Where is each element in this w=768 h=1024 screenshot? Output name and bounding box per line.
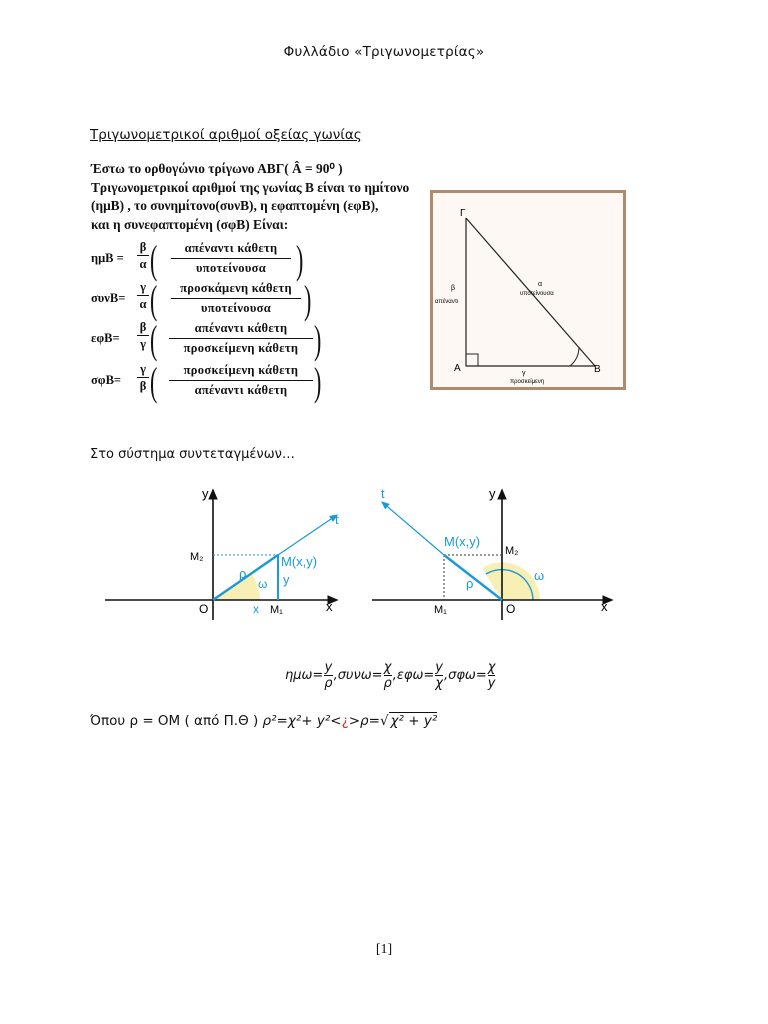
right-triangle-figure — [430, 190, 626, 390]
point-m-label: M(x,y) — [281, 554, 318, 569]
x-coord-label: x — [253, 602, 259, 616]
vertex-a-label: Α — [454, 363, 461, 374]
omega-label: ω — [258, 577, 268, 591]
ef-label: ,εφω= — [392, 668, 435, 683]
sqrt-expression: χ² + y² — [390, 713, 438, 729]
rho-label: ρ — [239, 566, 247, 581]
m1-label: M₁ — [270, 604, 283, 616]
ef-fraction: $\frac{y}{\chi}$ — [435, 660, 443, 691]
side-alpha-desc: υποτείνουσα — [520, 291, 554, 297]
ray-t — [382, 502, 444, 555]
ray-label: t — [381, 486, 385, 501]
side-beta-desc: απέναντι — [435, 299, 459, 305]
formula-word-fraction: προσκάμενη κάθετη υποτείνουσα — [171, 281, 301, 316]
formula-fraction: γ β — [136, 362, 150, 393]
formula-row-hm: ημΒ = β α ( απέναντι κάθετη υποτείνουσα ) — [91, 237, 304, 282]
formula-fraction: β γ — [136, 320, 150, 351]
formula-row-syn: συνΒ= γ α ( προσκάμενη κάθετη υποτείνουσα ) — [91, 277, 312, 322]
opou-text: Όπου ρ = ΟΜ ( από Π.Θ ) — [90, 713, 263, 729]
page-header: Φυλλάδιο «Τριγωνομετρίας» — [283, 44, 485, 60]
formula-label: σφΒ= — [91, 373, 122, 387]
pythagorean-line: Όπου ρ = ΟΜ ( από Π.Θ ) ρ²=χ²+ y²<¿>ρ=√ χ² + y² — [90, 713, 438, 729]
side-beta-label: β — [451, 285, 456, 292]
ray-t — [278, 515, 337, 555]
m2-label: M₂ — [190, 551, 204, 563]
formula-fraction: β α — [136, 240, 150, 271]
y-coord-label: y — [283, 572, 290, 587]
side-alpha-label: α — [538, 281, 543, 288]
coordinates-title: Στο σύστημα συντεταγμένων… — [90, 447, 295, 462]
origin-label: O — [199, 602, 209, 616]
formula-label: εφΒ= — [91, 331, 120, 345]
vertex-b-label: Β — [594, 364, 601, 375]
x-axis-label: x — [601, 599, 608, 614]
formula-word-fraction: απέναντι κάθετη προσκείμενη κάθετη — [169, 321, 313, 356]
angle-sector — [482, 562, 540, 600]
point-m-label: M(x,y) — [444, 534, 481, 549]
formula-label: συνΒ= — [91, 291, 126, 305]
m2-label: M₂ — [505, 545, 519, 557]
side-gamma-label: γ — [522, 370, 526, 377]
intro-line-1: Έστω το ορθογώνιο τρίγωνο ΑΒΓ( Â = 90⁰ ) — [91, 161, 343, 176]
rho-squared: ρ²=χ²+ y² — [262, 713, 331, 729]
intro-line-4: και η συνεφαπτομένη (σφΒ) Είναι: — [91, 216, 289, 232]
trig-definitions — [285, 660, 496, 691]
vertex-g-label: Γ — [460, 208, 466, 219]
formula-fraction: γ α — [136, 280, 150, 311]
intro-line-2: Τριγωνομετρικοί αριθμοί της γωνίας Β είναι το ημίτονο — [91, 179, 410, 195]
intro-text — [91, 160, 409, 234]
right-coordinate-diagram — [372, 482, 620, 622]
page-number: [1] — [375, 942, 393, 957]
hm-fraction: $\frac{y}{\rho}$ — [324, 660, 333, 691]
rho-eq: ρ= — [360, 713, 380, 729]
origin-label: O — [506, 602, 516, 616]
section-title: Τριγωνομετρικοί αριθμοί οξείας γωνίας — [90, 127, 362, 143]
x-axis-label: x — [326, 599, 333, 614]
left-coordinate-diagram — [105, 482, 345, 622]
sf-fraction: $\frac{\chi}{y}$ — [487, 660, 496, 691]
formula-word-fraction: προσκείμενη κάθετη απέναντι κάθετη — [169, 363, 313, 398]
formula-row-sf: σφΒ= γ β ( προσκείμενη κάθετη απέναντι κάθετη ) — [91, 359, 322, 404]
sf-label: ,σφω= — [443, 668, 487, 683]
syn-fraction: $\frac{\chi}{\rho}$ — [383, 660, 392, 691]
intro-line-3: (ημΒ) , το συνημίτονο(συνΒ), η εφαπτομένη (εφΒ), — [91, 198, 379, 213]
omega-label: ω — [534, 568, 545, 583]
hm-label: ημω= — [285, 668, 324, 683]
y-axis-label: y — [489, 486, 496, 501]
iff-symbol: ¿ — [341, 713, 349, 729]
syn-label: ,συνω= — [333, 668, 383, 683]
m1-label: M₁ — [434, 604, 447, 616]
formula-row-ef: εφΒ= β γ ( απέναντι κάθετη προσκείμενη κάθετη ) — [91, 317, 322, 362]
sqrt-icon: √ — [379, 713, 389, 729]
y-axis-label: y — [202, 486, 209, 501]
ray-label: t — [335, 512, 339, 527]
rho-label: ρ — [466, 576, 474, 591]
formula-label: ημΒ = — [91, 251, 124, 265]
formula-word-fraction: απέναντι κάθετη υποτείνουσα — [171, 241, 291, 276]
side-gamma-desc: προσκείμενη — [510, 379, 545, 385]
